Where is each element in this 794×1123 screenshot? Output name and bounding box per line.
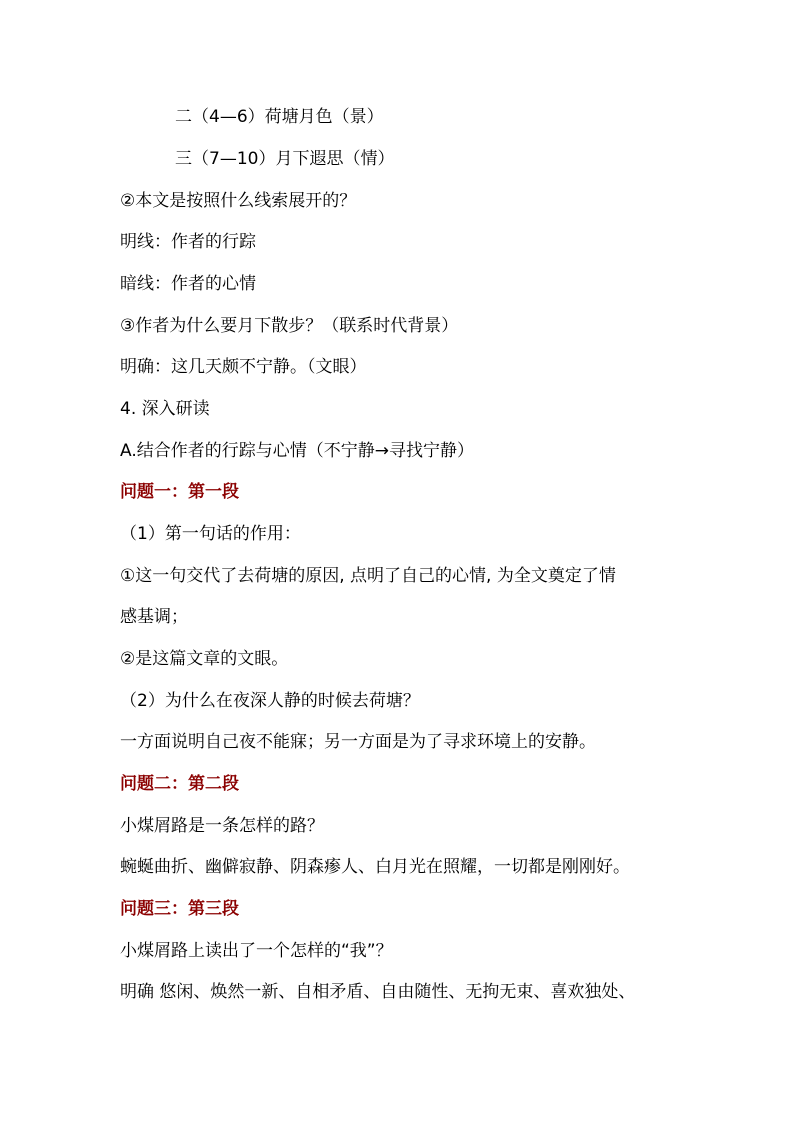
q3-answer: 明确 悠闲、焕然一新、自相矛盾、自由随性、无拘无束、喜欢独处、 xyxy=(120,982,636,1002)
q1-answer-1a: ①这一句交代了去荷塘的原因, 点明了自己的心情, 为全文奠定了情 xyxy=(120,566,616,586)
q1-answer-1b: 感基调； xyxy=(120,607,188,627)
question-walk: ③作者为什么要月下散步？（联系时代背景） xyxy=(120,316,459,336)
heading-question-one: 问题一：第一段 xyxy=(120,482,239,502)
answer-walk: 明确：这几天颇不宁静。（文眼） xyxy=(120,357,367,377)
heading-question-three: 问题三：第三段 xyxy=(120,899,239,919)
outline-item-2: 二（4—6）荷塘月色（景） xyxy=(175,107,384,127)
subsection-a: A.结合作者的行踪与心情（不宁静→寻找宁静） xyxy=(120,441,474,461)
question-clue: ②本文是按照什么线索展开的？ xyxy=(120,191,357,211)
heading-question-two: 问题二：第二段 xyxy=(120,774,239,794)
q1-part2-answer: 一方面说明自己夜不能寐；另一方面是为了寻求环境上的安静。 xyxy=(120,732,596,752)
explicit-clue: 明线：作者的行踪 xyxy=(120,232,256,252)
implicit-clue: 暗线：作者的心情 xyxy=(120,274,256,294)
q2-question: 小煤屑路是一条怎样的路？ xyxy=(120,816,324,836)
q1-part2: （2）为什么在夜深人静的时候去荷塘？ xyxy=(120,691,420,711)
q1-answer-2: ②是这篇文章的文眼。 xyxy=(120,649,289,669)
q2-answer: 蜿蜒曲折、幽僻寂静、阴森瘆人、白月光在照耀，一切都是刚刚好。 xyxy=(120,857,630,877)
outline-item-3: 三（7—10）月下遐思（情） xyxy=(175,149,395,169)
q3-question: 小煤屑路上读出了一个怎样的“我”？ xyxy=(120,941,393,961)
q1-part1: （1）第一句话的作用： xyxy=(120,524,301,544)
section-deep-reading: 4. 深入研读 xyxy=(120,399,210,419)
